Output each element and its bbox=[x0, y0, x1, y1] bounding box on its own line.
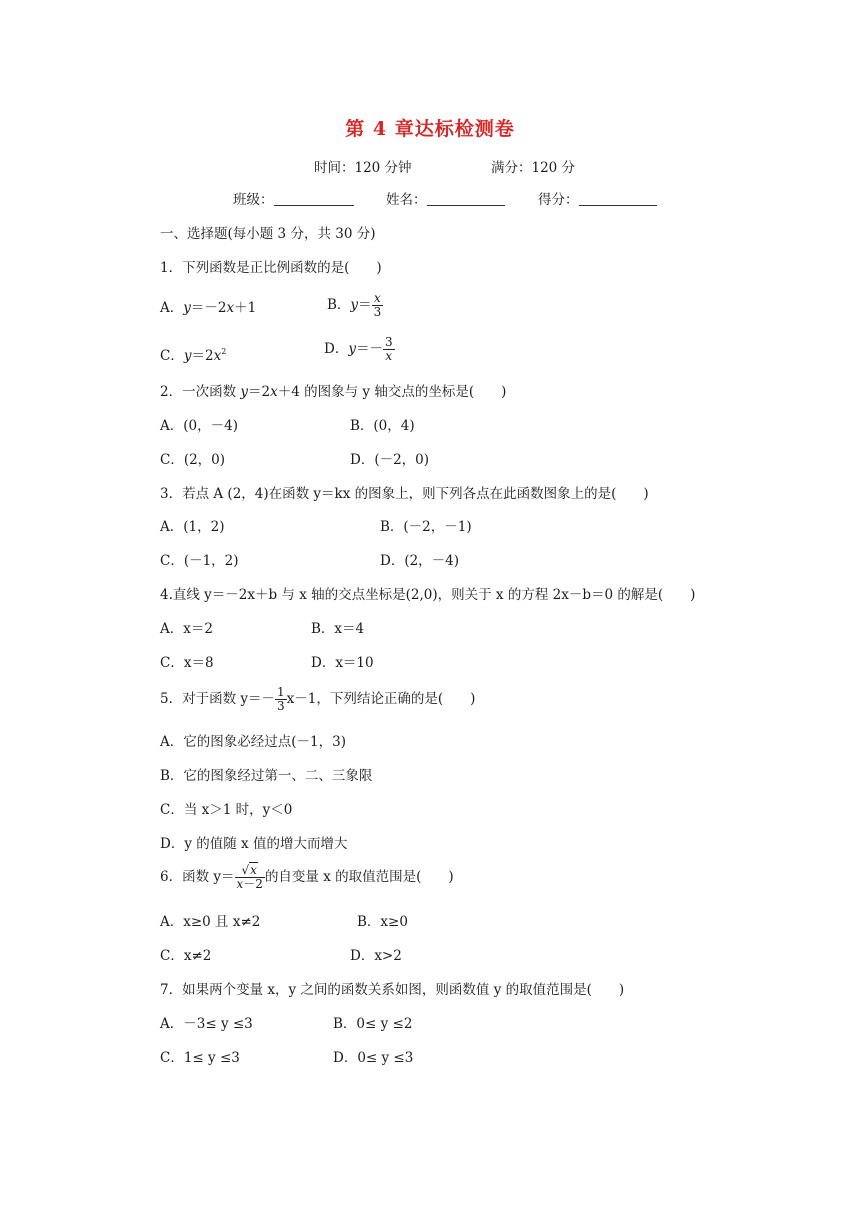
fraction: $\frac{x}{3}$ bbox=[373, 291, 382, 319]
fraction: $\frac{√x}{x-2}$ bbox=[236, 863, 263, 891]
question-2-option-b[interactable]: B．(0，4) bbox=[350, 418, 415, 434]
question-6-option-d[interactable]: D．x>2 bbox=[350, 948, 402, 964]
question-2-option-a[interactable]: A．(0，－4) bbox=[160, 418, 238, 434]
question-7-stem: 7．如果两个变量 x，y 之间的函数关系如图，则函数值 y 的取值范围是( ) bbox=[160, 982, 625, 998]
class-label: 班级： bbox=[233, 192, 274, 208]
question-6-stem: 6．函数 y＝ $\frac{√x}{x-2}$ 的自变量 x 的取值范围是( ) bbox=[160, 863, 454, 891]
question-5-stem: 5．对于函数 y＝－ $\frac{1}{3}$ x－1，下列结论正确的是( ) bbox=[160, 685, 476, 713]
question-3-option-d[interactable]: D．(2，－4) bbox=[380, 553, 460, 569]
question-1-option-c[interactable]: C．$y=2x^2$ bbox=[160, 347, 227, 364]
question-2-option-c[interactable]: C．(2，0) bbox=[160, 452, 226, 468]
exam-full-score: 满分：120 分 bbox=[491, 160, 576, 176]
score-field[interactable] bbox=[538, 191, 657, 209]
class-blank[interactable] bbox=[274, 205, 354, 206]
question-7-option-b[interactable]: B．0≤ y ≤2 bbox=[333, 1016, 413, 1032]
question-7-option-d[interactable]: D．0≤ y ≤3 bbox=[333, 1050, 414, 1066]
question-4-option-a[interactable]: A．x＝2 bbox=[160, 621, 213, 637]
name-label: 姓名： bbox=[386, 192, 427, 208]
question-2-option-d[interactable]: D．(－2，0) bbox=[350, 452, 430, 468]
question-6-option-c[interactable]: C．x≠2 bbox=[160, 948, 212, 964]
question-4-option-d[interactable]: D．x＝10 bbox=[311, 655, 374, 671]
score-label: 得分： bbox=[538, 192, 579, 208]
class-field[interactable] bbox=[233, 191, 354, 209]
section-heading: 一、选择题(每小题 3 分，共 30 分) bbox=[160, 226, 376, 242]
score-blank[interactable] bbox=[579, 205, 657, 206]
question-7-option-c[interactable]: C．1≤ y ≤3 bbox=[160, 1050, 240, 1066]
question-3-stem: 3．若点 A (2，4)在函数 y＝kx 的图象上，则下列各点在此函数图象上的是( ) bbox=[160, 486, 649, 502]
exam-time: 时间：120 分钟 bbox=[314, 160, 412, 176]
question-6-option-a[interactable]: A．x≥0 且 x≠2 bbox=[160, 914, 261, 930]
question-5-option-d[interactable]: D．y 的值随 x 值的增大而增大 bbox=[160, 836, 348, 852]
question-5-option-b[interactable]: B．它的图象经过第一、二、三象限 bbox=[160, 768, 373, 784]
question-6-option-b[interactable]: B．x≥0 bbox=[357, 914, 408, 930]
question-1-option-a[interactable]: A．y＝－2x＋1 bbox=[160, 300, 257, 316]
name-field[interactable] bbox=[386, 191, 505, 209]
question-3-option-a[interactable]: A．(1，2) bbox=[160, 519, 225, 535]
question-5-option-c[interactable]: C．当 x＞1 时，y＜0 bbox=[160, 802, 293, 818]
question-1-option-b[interactable]: B．y＝ $\frac{x}{3}$ bbox=[327, 291, 382, 319]
question-7-option-a[interactable]: A．－3≤ y ≤3 bbox=[160, 1016, 253, 1032]
fraction: $\frac{1}{3}$ bbox=[277, 685, 285, 713]
fraction: $\frac{3}{x}$ bbox=[384, 335, 393, 363]
name-blank[interactable] bbox=[427, 205, 505, 206]
question-4-stem: 4.直线 y＝－2x＋b 与 x 轴的交点坐标是(2,0)，则关于 x 的方程 2x－b＝0 的解是( ) bbox=[160, 587, 696, 603]
sqrt-sign: √x bbox=[241, 863, 257, 877]
question-1-stem: 1．下列函数是正比例函数的是( ) bbox=[160, 260, 382, 276]
question-4-option-b[interactable]: B．x＝4 bbox=[311, 621, 365, 637]
question-1-option-d[interactable]: D．y＝－ $\frac{3}{x}$ bbox=[324, 335, 393, 363]
question-2-stem: 2．一次函数 y＝2x＋4 的图象与 y 轴交点的坐标是( ) bbox=[160, 384, 507, 400]
question-3-option-c[interactable]: C．(－1，2) bbox=[160, 553, 239, 569]
question-3-option-b[interactable]: B．(－2，－1) bbox=[380, 519, 472, 535]
question-5-option-a[interactable]: A．它的图象必经过点(－1，3) bbox=[160, 734, 346, 750]
page-title: 第 4 章达标检测卷 bbox=[345, 118, 515, 140]
question-4-option-c[interactable]: C．x＝8 bbox=[160, 655, 214, 671]
